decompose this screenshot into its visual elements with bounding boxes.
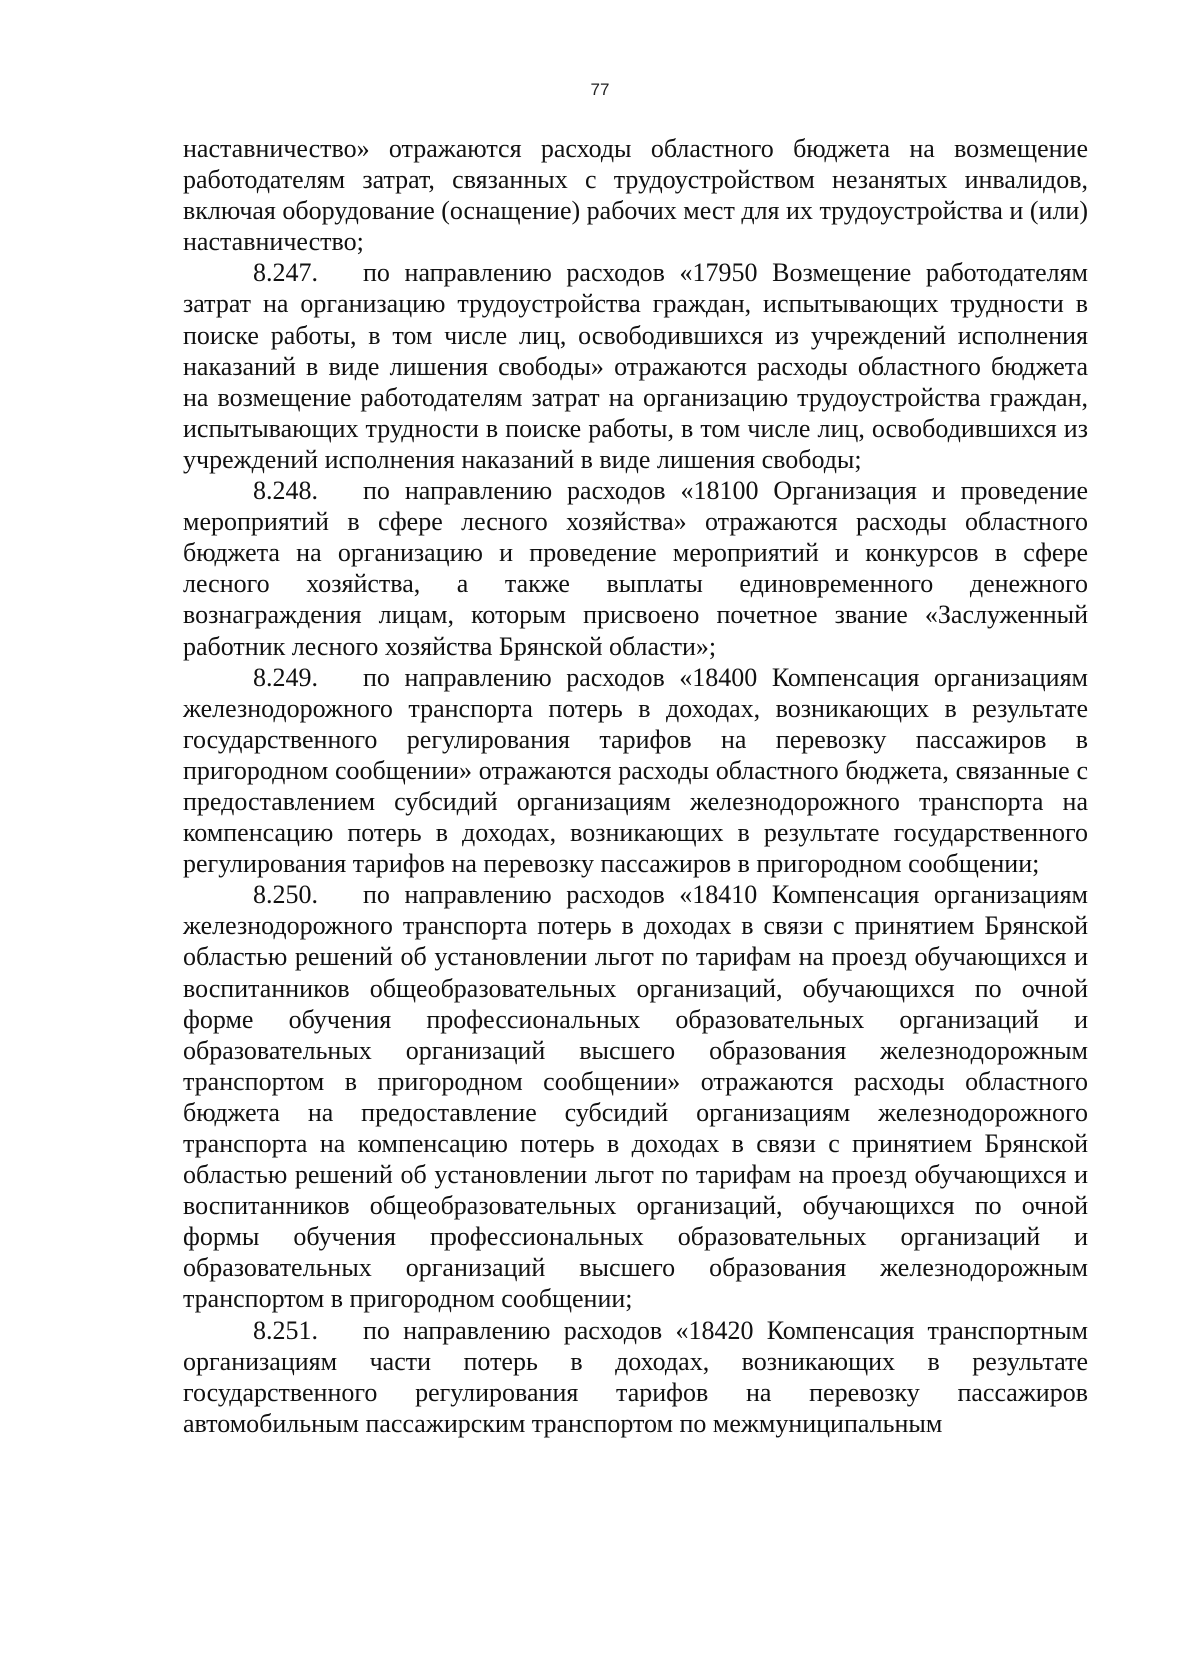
paragraph-text: по направлению расходов «18400 Компенсация организациям железнодорожного транспорта потерь в доходах, возникающих в результате государственного регулирования тарифов на перевозку пассажиров в пригородном сообщении» отражаются расходы областного бюджета, связанные с предоставлением субсидий организациям железнодорожного транспорта на компенсацию потерь в доходах, возникающих в результате государственного регулирования тарифов на перевозку пассажиров в пригородном сообщении; (183, 662, 1088, 879)
paragraph-8-250 (183, 879, 1088, 1314)
paragraph-8-247 (183, 257, 1088, 475)
paragraph-number: 8.247. (253, 258, 318, 288)
paragraph-number: 8.249. (253, 662, 318, 692)
paragraph-8-251 (183, 1315, 1088, 1439)
paragraph-text: наставничество» отражаются расходы областного бюджета на возмещение работодателям затрат, связанных с трудоустройством незанятых инвалидов, включая оборудование (оснащение) рабочих мест для их трудоустройства и (или) наставничество; (183, 134, 1088, 257)
paragraph-8-248 (183, 475, 1088, 662)
paragraph-text: по направлению расходов «17950 Возмещение работодателям затрат на организацию трудоустройства граждан, испытывающих трудности в поиске работы, в том числе лиц, освободившихся из учреждений исполнения наказаний в виде лишения свободы» отражаются расходы областного бюджета на возмещение работодателям затрат на организацию трудоустройства граждан, испытывающих трудности в поиске работы, в том числе лиц, освободившихся из учреждений исполнения наказаний в виде лишения свободы; (183, 258, 1088, 474)
paragraph-text: по направлению расходов «18410 Компенсация организациям железнодорожного транспорта потерь в доходах в связи с принятием Брянской областью решений об установлении льгот по тарифам на проезд обучающихся и воспитанников общеобразовательных организаций, обучающихся по очной форме обучения профессиональных образовательных организаций и образовательных организаций высшего образования железнодорожным транспортом в пригородном сообщении» отражаются расходы областного бюджета на предоставление субсидий организациям железнодорожного транспорта на компенсацию потерь в доходах в связи с принятием Брянской областью решений об установлении льгот по тарифам на проезд обучающихся и воспитанников общеобразовательных организаций, обучающихся по очной формы обучения профессиональных образовательных организаций и образовательных организаций высшего образования железнодорожным транспортом в пригородном сообщении; (183, 880, 1088, 1314)
paragraph-number: 8.248. (253, 476, 318, 506)
page-number: 77 (590, 80, 610, 99)
paragraph-text: по направлению расходов «18100 Организация и проведение мероприятий в сфере лесного хозяйства» отражаются расходы областного бюджета на организацию и проведение мероприятий и конкурсов в сфере лесного хозяйства, а также выплаты единовременного денежного вознаграждения лицам, которым присвоено почетное звание «Заслуженный работник лесного хозяйства Брянской области»; (183, 476, 1088, 661)
document-body (183, 133, 1088, 1439)
paragraph-continuation (183, 133, 1088, 257)
paragraph-number: 8.251. (253, 1315, 318, 1345)
paragraph-number: 8.250. (253, 880, 318, 910)
paragraph-8-249 (183, 662, 1088, 880)
paragraph-text: по направлению расходов «18420 Компенсация транспортным организациям части потерь в доходах, возникающих в результате государственного регулирования тарифов на перевозку пассажиров автомобильным пассажирским транспортом по межмуниципальным (183, 1315, 1088, 1438)
